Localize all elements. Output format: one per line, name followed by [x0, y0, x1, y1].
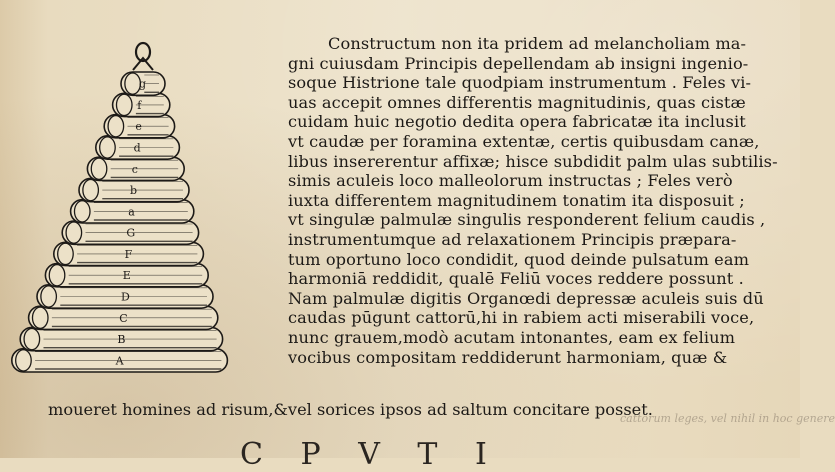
roll-key-letter: G: [126, 226, 136, 240]
text-line: vt singulæ palmulæ singulis responderent felium caudis ,: [288, 210, 766, 230]
text-line: caudas pūgunt cattorū,hi in rabiem acti miserabili voce,: [288, 308, 755, 328]
text-line: cuidam huic negotio dedita opera fabricatæ ita inclusit: [288, 112, 746, 132]
text-line: harmoniā reddidit, qualē Feliū voces reddere possunt .: [288, 269, 744, 289]
text-line: tum oportuno loco condidit, quod deinde pulsatum eam: [288, 249, 750, 269]
roll: [121, 72, 165, 95]
roll-key-letter: a: [128, 205, 135, 219]
roll-key-letter: F: [124, 247, 133, 261]
roll-key-letter: f: [137, 98, 142, 112]
roll: [79, 178, 189, 201]
text-line: libus insererentur affixæ; hisce subdidit palm ulas subtilis-: [288, 151, 778, 171]
roll-key-letter: c: [131, 162, 138, 176]
closing-line: moueret homines ad risum,&vel sorices ipsos ad saltum concitare posset.: [48, 400, 653, 419]
text-line: nunc grauem,modò acutam intonantes, eam ex felium: [288, 327, 736, 347]
text-line: vt caudæ per foramina extentæ, certis quibusdam canæ,: [288, 131, 760, 151]
roll: [87, 157, 184, 180]
text-line: Nam palmulæ digitis Organœdi depressæ aculeis suis dū: [288, 288, 764, 308]
roll: [45, 264, 208, 287]
roll: [29, 306, 218, 329]
roll: [104, 115, 174, 138]
roll: [54, 242, 204, 265]
roll: [113, 93, 170, 116]
roll-key-letter: B: [117, 333, 126, 347]
main-paragraph: [288, 34, 778, 367]
bleed-through-text: cattorum leges, vel nihil in hoc genere: [620, 412, 835, 425]
roll-key-letter: e: [135, 120, 142, 134]
ring-bracket: [133, 58, 153, 70]
roll-key-letter: D: [121, 290, 130, 304]
roll: [37, 285, 213, 308]
roll: [71, 200, 194, 223]
text-line: uas accepit omnes differentis magnitudinis, quas cistæ: [288, 92, 746, 112]
roll: [96, 136, 180, 159]
roll-key-letter: b: [130, 184, 138, 198]
text-line: soque Histrione tale quodpiam instrumentum . Feles vi-: [288, 73, 752, 93]
cat-organ-illustration: [40, 40, 280, 400]
roll-key-letter: A: [115, 354, 124, 368]
text-line: gni cuiusdam Principis depellendam ab insigni ingenio-: [288, 53, 749, 73]
next-chapter-heading: C P V T I: [240, 437, 501, 472]
roll: [20, 327, 222, 350]
roll-key-letter: C: [119, 311, 128, 325]
roll-key-letter: d: [133, 141, 141, 155]
roll: [62, 221, 198, 244]
text-line: simis aculeis loco malleolorum instructas ; Feles verò: [288, 171, 733, 191]
roll: [12, 349, 228, 372]
text-line: Constructum non ita pridem ad melancholiam ma-: [328, 34, 747, 53]
roll-key-letter: E: [122, 269, 131, 283]
roll-key-letter: g: [139, 77, 147, 91]
text-line: instrumentumque ad relaxationem Principis præpara-: [288, 229, 737, 249]
text-line: vocibus compositam reddiderunt harmoniam, quæ &: [288, 347, 728, 367]
text-line: iuxta differentem magnitudinem tonatim ita disposuit ;: [288, 190, 745, 210]
